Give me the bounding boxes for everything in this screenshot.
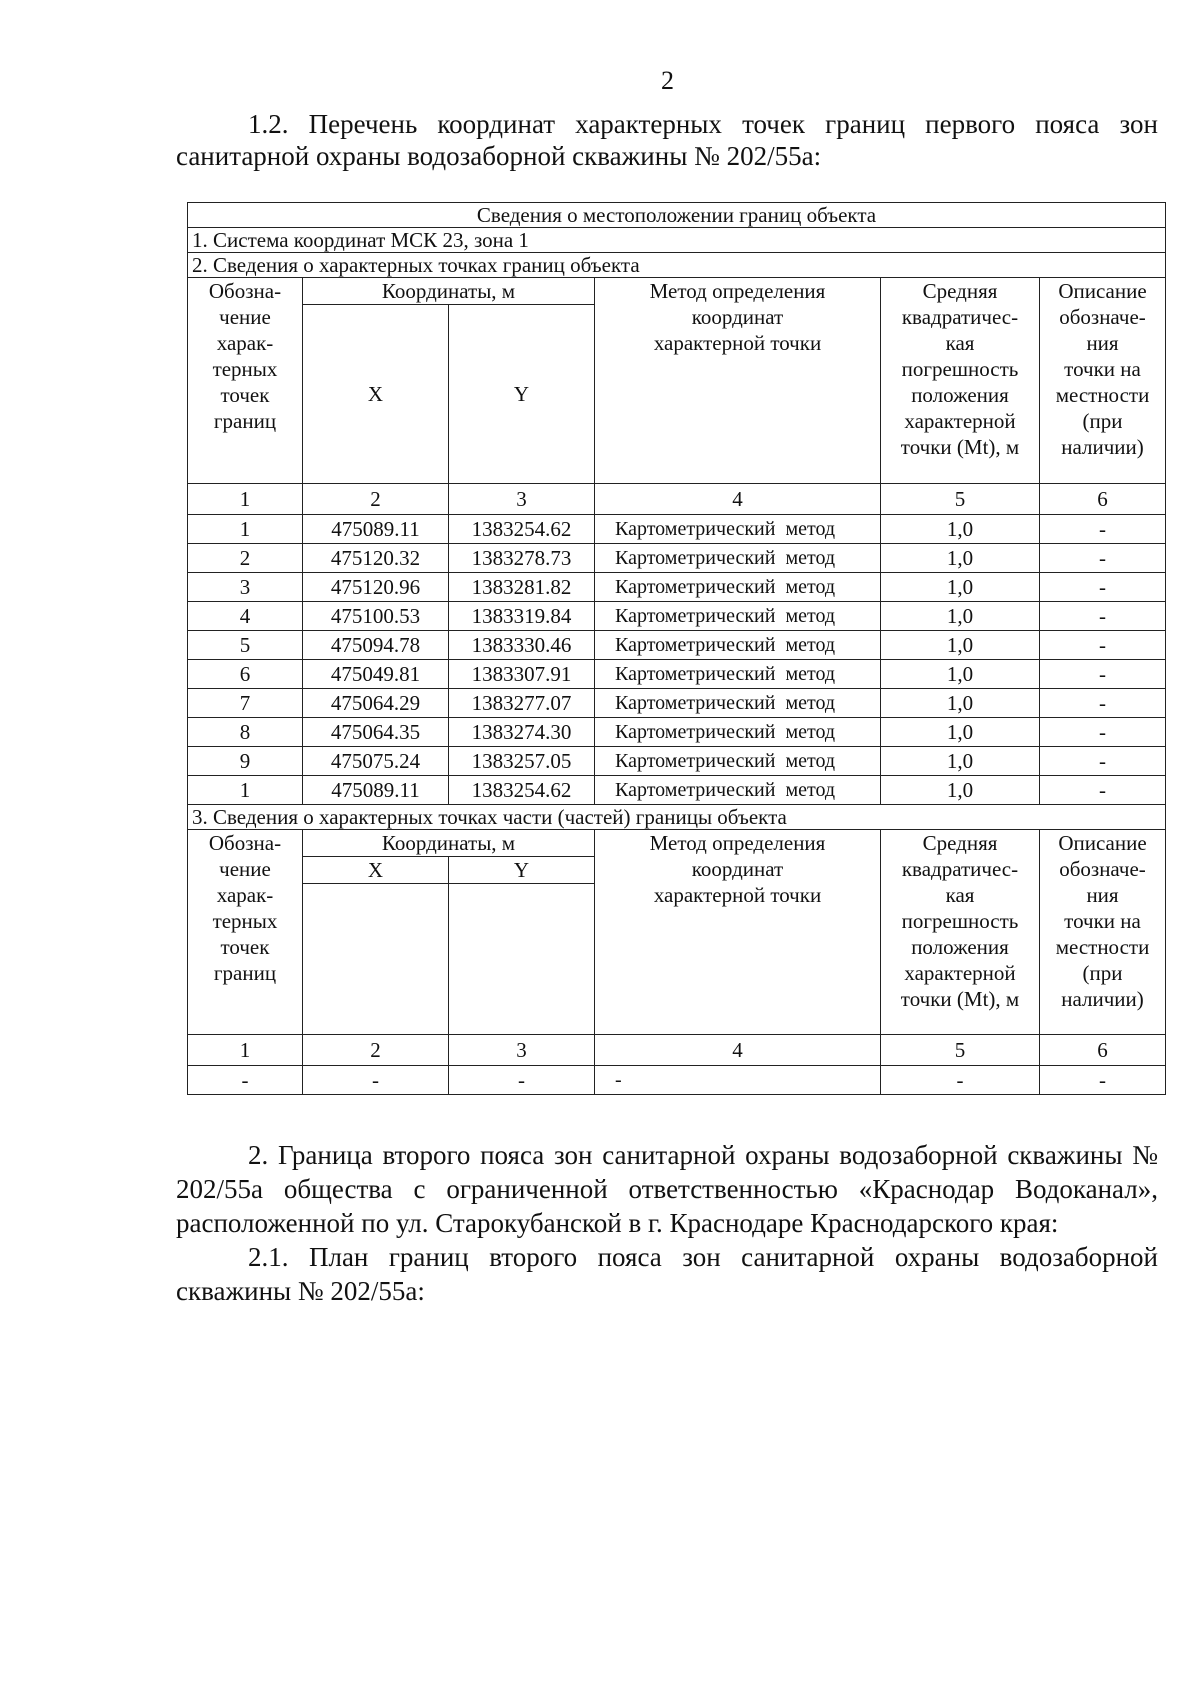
description-cell: - [1040, 602, 1166, 631]
error-cell: 1,0 [881, 544, 1040, 573]
description-cell: - [1040, 660, 1166, 689]
table-row [188, 718, 1166, 747]
header-method-2: Метод определения координат характерной точки [595, 830, 881, 1035]
table-row [188, 689, 1166, 718]
table-row [188, 602, 1166, 631]
col-number: 3 [449, 484, 595, 515]
x-coordinate: - [303, 1066, 449, 1095]
col-number: 5 [881, 1035, 1040, 1066]
x-coordinate: 475120.96 [303, 573, 449, 602]
point-number: 2 [188, 544, 303, 573]
coordinate-system: 1. Система координат МСК 23, зона 1 [188, 228, 1166, 253]
col-number: 6 [1040, 484, 1166, 515]
y-coordinate: 1383307.91 [449, 660, 595, 689]
method-cell: Картометрический метод [595, 660, 881, 689]
x-coordinate: 475049.81 [303, 660, 449, 689]
column-numbers-row [188, 484, 1166, 515]
header-y-2: Y [449, 857, 595, 884]
paragraph-2 [176, 1138, 1158, 1240]
header-designation: Обозна- чение харак- терных точек границ [188, 278, 303, 484]
header-error-2: Средняя квадратичес- кая погрешность положения характерной точки (Mt), м [881, 830, 1040, 1035]
method-cell: Картометрический метод [595, 631, 881, 660]
error-cell: 1,0 [881, 573, 1040, 602]
page-number: 2 [661, 66, 674, 95]
coordinates-table [187, 202, 1166, 1095]
paragraph-2-1 [176, 1240, 1158, 1308]
point-number: - [188, 1066, 303, 1095]
error-cell: 1,0 [881, 515, 1040, 544]
point-number: 7 [188, 689, 303, 718]
error-cell: - [881, 1066, 1040, 1095]
point-number: 1 [188, 515, 303, 544]
description-cell: - [1040, 718, 1166, 747]
point-number: 3 [188, 573, 303, 602]
method-cell: Картометрический метод [595, 544, 881, 573]
table-row [188, 776, 1166, 805]
table-row [188, 660, 1166, 689]
error-cell: 1,0 [881, 689, 1040, 718]
column-numbers-row-2 [188, 1035, 1166, 1066]
table-row [188, 1066, 1166, 1095]
table-row [188, 573, 1166, 602]
col-number: 4 [595, 484, 881, 515]
method-cell: Картометрический метод [595, 602, 881, 631]
method-cell: - [595, 1066, 881, 1095]
point-number: 5 [188, 631, 303, 660]
table-row [188, 631, 1166, 660]
y-coordinate: 1383278.73 [449, 544, 595, 573]
y-coordinate: - [449, 1066, 595, 1095]
header-x: X [303, 305, 449, 484]
method-cell: Картометрический метод [595, 747, 881, 776]
y-coordinate: 1383274.30 [449, 718, 595, 747]
point-number: 9 [188, 747, 303, 776]
section-2-title: 2. Сведения о характерных точках границ объекта [188, 253, 1166, 278]
header-designation-2: Обозна- чение харак- терных точек границ [188, 830, 303, 1035]
error-cell: 1,0 [881, 776, 1040, 805]
table-row [188, 544, 1166, 573]
y-coordinate: 1383257.05 [449, 747, 595, 776]
x-coordinate: 475089.11 [303, 776, 449, 805]
x-coordinate: 475120.32 [303, 544, 449, 573]
description-cell: - [1040, 515, 1166, 544]
method-cell: Картометрический метод [595, 573, 881, 602]
paragraph-2-text: 2. Граница второго пояса зон санитарной охраны водозаборной скважины № 202/55а общества с ограниченной ответственностью «Краснодар Водоканал», расположенной по ул. Старокубанской в г. Краснодаре Краснодарского края: [176, 1140, 1158, 1238]
header-method: Метод определения координат характерной точки [595, 278, 881, 484]
col-number: 5 [881, 484, 1040, 515]
col-number: 1 [188, 484, 303, 515]
point-number: 1 [188, 776, 303, 805]
x-coordinate: 475075.24 [303, 747, 449, 776]
col-number: 2 [303, 1035, 449, 1066]
x-coordinate: 475064.35 [303, 718, 449, 747]
header-coordinates: Координаты, м [303, 278, 595, 305]
header-x-2: X [303, 857, 449, 884]
header-description: Описание обозначе- ния точки на местности (при наличии) [1040, 278, 1166, 484]
description-cell: - [1040, 689, 1166, 718]
x-coordinate: 475094.78 [303, 631, 449, 660]
method-cell: Картометрический метод [595, 689, 881, 718]
error-cell: 1,0 [881, 602, 1040, 631]
description-cell: - [1040, 1066, 1166, 1095]
header-y-blank [449, 884, 595, 1035]
header-x-blank [303, 884, 449, 1035]
heading-text: 1.2. Перечень координат характерных точек границ первого пояса зон санитарной охраны водозаборной скважины № 202/55а: [176, 109, 1158, 171]
y-coordinate: 1383254.62 [449, 515, 595, 544]
y-coordinate: 1383319.84 [449, 602, 595, 631]
y-coordinate: 1383281.82 [449, 573, 595, 602]
x-coordinate: 475064.29 [303, 689, 449, 718]
y-coordinate: 1383254.62 [449, 776, 595, 805]
col-number: 1 [188, 1035, 303, 1066]
point-number: 8 [188, 718, 303, 747]
section-3-title: 3. Сведения о характерных точках части (частей) границы объекта [188, 805, 1166, 830]
table-title: Сведения о местоположении границ объекта [188, 203, 1166, 228]
description-cell: - [1040, 544, 1166, 573]
header-coordinates-2: Координаты, м [303, 830, 595, 857]
method-cell: Картометрический метод [595, 718, 881, 747]
header-error: Средняя квадратичес- кая погрешность положения характерной точки (Mt), м [881, 278, 1040, 484]
description-cell: - [1040, 776, 1166, 805]
method-cell: Картометрический метод [595, 515, 881, 544]
x-coordinate: 475100.53 [303, 602, 449, 631]
table-row [188, 747, 1166, 776]
y-coordinate: 1383330.46 [449, 631, 595, 660]
col-number: 6 [1040, 1035, 1166, 1066]
col-number: 4 [595, 1035, 881, 1066]
header-description-2: Описание обозначе- ния точки на местности (при наличии) [1040, 830, 1166, 1035]
error-cell: 1,0 [881, 747, 1040, 776]
method-cell: Картометрический метод [595, 776, 881, 805]
y-coordinate: 1383277.07 [449, 689, 595, 718]
col-number: 2 [303, 484, 449, 515]
description-cell: - [1040, 747, 1166, 776]
error-cell: 1,0 [881, 718, 1040, 747]
point-number: 4 [188, 602, 303, 631]
paragraph-2-1-text: 2.1. План границ второго пояса зон санитарной охраны водозаборной скважины № 202/55а: [176, 1242, 1158, 1306]
error-cell: 1,0 [881, 631, 1040, 660]
x-coordinate: 475089.11 [303, 515, 449, 544]
description-cell: - [1040, 631, 1166, 660]
table-row [188, 515, 1166, 544]
section-heading [176, 108, 1158, 172]
error-cell: 1,0 [881, 660, 1040, 689]
point-number: 6 [188, 660, 303, 689]
description-cell: - [1040, 573, 1166, 602]
header-y: Y [449, 305, 595, 484]
col-number: 3 [449, 1035, 595, 1066]
